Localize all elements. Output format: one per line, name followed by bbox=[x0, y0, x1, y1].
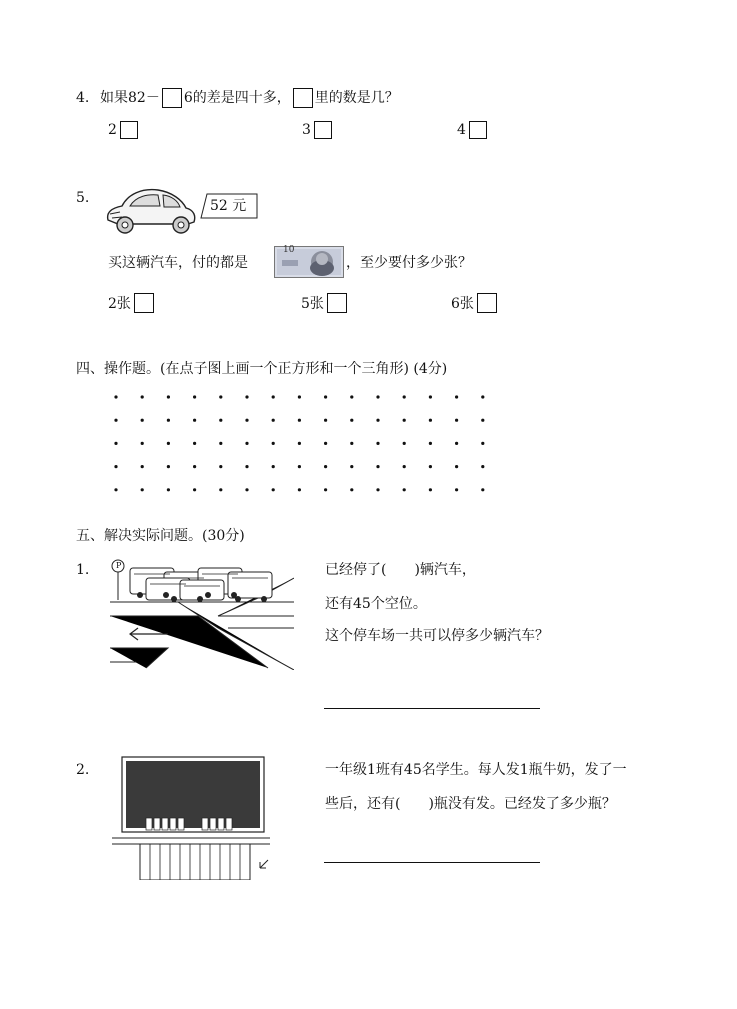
grid-dot[interactable] bbox=[114, 395, 117, 398]
q5-option-label: 2张 bbox=[108, 296, 131, 312]
grid-dot[interactable] bbox=[481, 395, 484, 398]
q4-option-label: 4 bbox=[457, 122, 466, 138]
grid-dot[interactable] bbox=[193, 419, 196, 422]
p1-line2: 还有45个空位。 bbox=[325, 596, 427, 612]
grid-dot[interactable] bbox=[350, 442, 353, 445]
grid-dot[interactable] bbox=[114, 442, 117, 445]
grid-dot[interactable] bbox=[272, 395, 275, 398]
grid-dot[interactable] bbox=[350, 419, 353, 422]
q4-blank-box[interactable] bbox=[162, 88, 182, 108]
grid-dot[interactable] bbox=[114, 465, 117, 468]
q5-option-3 bbox=[451, 293, 497, 313]
grid-dot[interactable] bbox=[141, 465, 144, 468]
grid-dot[interactable] bbox=[245, 419, 248, 422]
parking-sign-text: P bbox=[116, 561, 122, 570]
grid-dot[interactable] bbox=[455, 442, 458, 445]
grid-dot[interactable] bbox=[219, 488, 222, 491]
grid-dot[interactable] bbox=[455, 488, 458, 491]
q4-option-1 bbox=[108, 121, 138, 139]
grid-dot[interactable] bbox=[455, 395, 458, 398]
grid-dot[interactable] bbox=[376, 488, 379, 491]
grid-dot[interactable] bbox=[272, 465, 275, 468]
price-tag-text: 52 元 bbox=[210, 198, 247, 214]
grid-dot[interactable] bbox=[324, 465, 327, 468]
grid-dot[interactable] bbox=[455, 465, 458, 468]
q4-text-c: 里的数是几？ bbox=[314, 90, 399, 106]
grid-dot[interactable] bbox=[376, 465, 379, 468]
grid-dot[interactable] bbox=[193, 488, 196, 491]
grid-dot[interactable] bbox=[272, 419, 275, 422]
q5-option-checkbox[interactable] bbox=[134, 293, 154, 313]
q4-option-checkbox[interactable] bbox=[120, 121, 138, 139]
grid-dot[interactable] bbox=[403, 465, 406, 468]
q5-number: 5. bbox=[76, 190, 90, 206]
q4-question bbox=[100, 88, 399, 108]
q5-option-2 bbox=[301, 293, 347, 313]
q4-option-label: 2 bbox=[108, 122, 117, 138]
p1-number: 1. bbox=[76, 562, 90, 578]
p2-line1: 一年级1班有45名学生。每人发1瓶牛奶，发了一 bbox=[325, 762, 627, 778]
grid-dot[interactable] bbox=[114, 488, 117, 491]
grid-dot[interactable] bbox=[141, 395, 144, 398]
grid-dot[interactable] bbox=[429, 442, 432, 445]
grid-dot[interactable] bbox=[403, 488, 406, 491]
grid-dot[interactable] bbox=[324, 442, 327, 445]
grid-dot[interactable] bbox=[298, 442, 301, 445]
grid-dot[interactable] bbox=[245, 395, 248, 398]
grid-dot[interactable] bbox=[167, 442, 170, 445]
grid-dot[interactable] bbox=[114, 419, 117, 422]
grid-dot[interactable] bbox=[167, 488, 170, 491]
p2-number: 2. bbox=[76, 762, 90, 778]
q4-text-b: 6的差是四十多， bbox=[183, 90, 291, 106]
p1-line1: 已经停了( )辆汽车， bbox=[325, 562, 476, 578]
grid-dot[interactable] bbox=[376, 442, 379, 445]
q5-text-b: ，至少要付多少张？ bbox=[346, 255, 472, 271]
grid-dot[interactable] bbox=[219, 419, 222, 422]
grid-dot[interactable] bbox=[481, 442, 484, 445]
grid-dot[interactable] bbox=[298, 488, 301, 491]
q4-text-a: 如果82－ bbox=[100, 90, 160, 106]
q5-option-checkbox[interactable] bbox=[327, 293, 347, 313]
q5-option-checkbox[interactable] bbox=[477, 293, 497, 313]
grid-dot[interactable] bbox=[324, 488, 327, 491]
car-illustration bbox=[102, 182, 198, 240]
grid-dot[interactable] bbox=[298, 419, 301, 422]
grid-dot[interactable] bbox=[481, 465, 484, 468]
grid-dot[interactable] bbox=[403, 442, 406, 445]
p2-line2: 些后，还有( )瓶没有发。已经发了多少瓶？ bbox=[325, 796, 616, 812]
q4-number: 4. bbox=[76, 90, 90, 106]
section5-title: 五、解决实际问题。(30分) bbox=[76, 528, 245, 544]
q4-option-checkbox[interactable] bbox=[314, 121, 332, 139]
q5-text-a: 买这辆汽车，付的都是 bbox=[108, 255, 248, 271]
p1-answer-line[interactable] bbox=[324, 708, 540, 709]
grid-dot[interactable] bbox=[193, 465, 196, 468]
grid-dot[interactable] bbox=[245, 465, 248, 468]
grid-dot[interactable] bbox=[245, 442, 248, 445]
grid-dot[interactable] bbox=[403, 419, 406, 422]
grid-dot[interactable] bbox=[245, 488, 248, 491]
grid-dot[interactable] bbox=[429, 465, 432, 468]
parking-lot-illustration bbox=[108, 558, 294, 670]
grid-dot[interactable] bbox=[167, 395, 170, 398]
grid-dot[interactable] bbox=[167, 419, 170, 422]
grid-dot[interactable] bbox=[272, 442, 275, 445]
banknote-value: 10 bbox=[283, 245, 295, 255]
p1-line3: 这个停车场一共可以停多少辆汽车？ bbox=[325, 628, 549, 644]
grid-dot[interactable] bbox=[324, 395, 327, 398]
grid-dot[interactable] bbox=[376, 419, 379, 422]
grid-dot[interactable] bbox=[403, 395, 406, 398]
grid-dot[interactable] bbox=[350, 465, 353, 468]
q4-blank-box-2[interactable] bbox=[293, 88, 313, 108]
grid-dot[interactable] bbox=[167, 465, 170, 468]
grid-dot[interactable] bbox=[141, 419, 144, 422]
grid-dot[interactable] bbox=[141, 488, 144, 491]
grid-dot[interactable] bbox=[429, 488, 432, 491]
grid-dot[interactable] bbox=[193, 442, 196, 445]
section4-title: 四、操作题。(在点子图上画一个正方形和一个三角形) (4分) bbox=[76, 361, 448, 377]
grid-dot[interactable] bbox=[376, 395, 379, 398]
grid-dot[interactable] bbox=[481, 419, 484, 422]
p2-answer-line[interactable] bbox=[324, 862, 540, 863]
grid-dot[interactable] bbox=[219, 442, 222, 445]
grid-dot[interactable] bbox=[429, 419, 432, 422]
grid-dot[interactable] bbox=[219, 465, 222, 468]
blackboard-illustration bbox=[110, 756, 270, 880]
q4-option-label: 3 bbox=[302, 122, 311, 138]
q5-option-1 bbox=[108, 293, 154, 313]
grid-dot[interactable] bbox=[219, 395, 222, 398]
grid-dot[interactable] bbox=[350, 488, 353, 491]
q4-option-2 bbox=[302, 121, 332, 139]
grid-dot[interactable] bbox=[141, 442, 144, 445]
q5-option-label: 6张 bbox=[451, 296, 474, 312]
grid-dot[interactable] bbox=[193, 395, 196, 398]
grid-dot[interactable] bbox=[429, 395, 432, 398]
q4-option-checkbox[interactable] bbox=[469, 121, 487, 139]
grid-dot[interactable] bbox=[298, 395, 301, 398]
grid-dot[interactable] bbox=[350, 395, 353, 398]
grid-dot[interactable] bbox=[455, 419, 458, 422]
q5-option-label: 5张 bbox=[301, 296, 324, 312]
grid-dot[interactable] bbox=[272, 488, 275, 491]
grid-dot[interactable] bbox=[324, 419, 327, 422]
grid-dot[interactable] bbox=[298, 465, 301, 468]
q4-option-3 bbox=[457, 121, 487, 139]
grid-dot[interactable] bbox=[481, 488, 484, 491]
dot-grid[interactable] bbox=[112, 392, 492, 498]
